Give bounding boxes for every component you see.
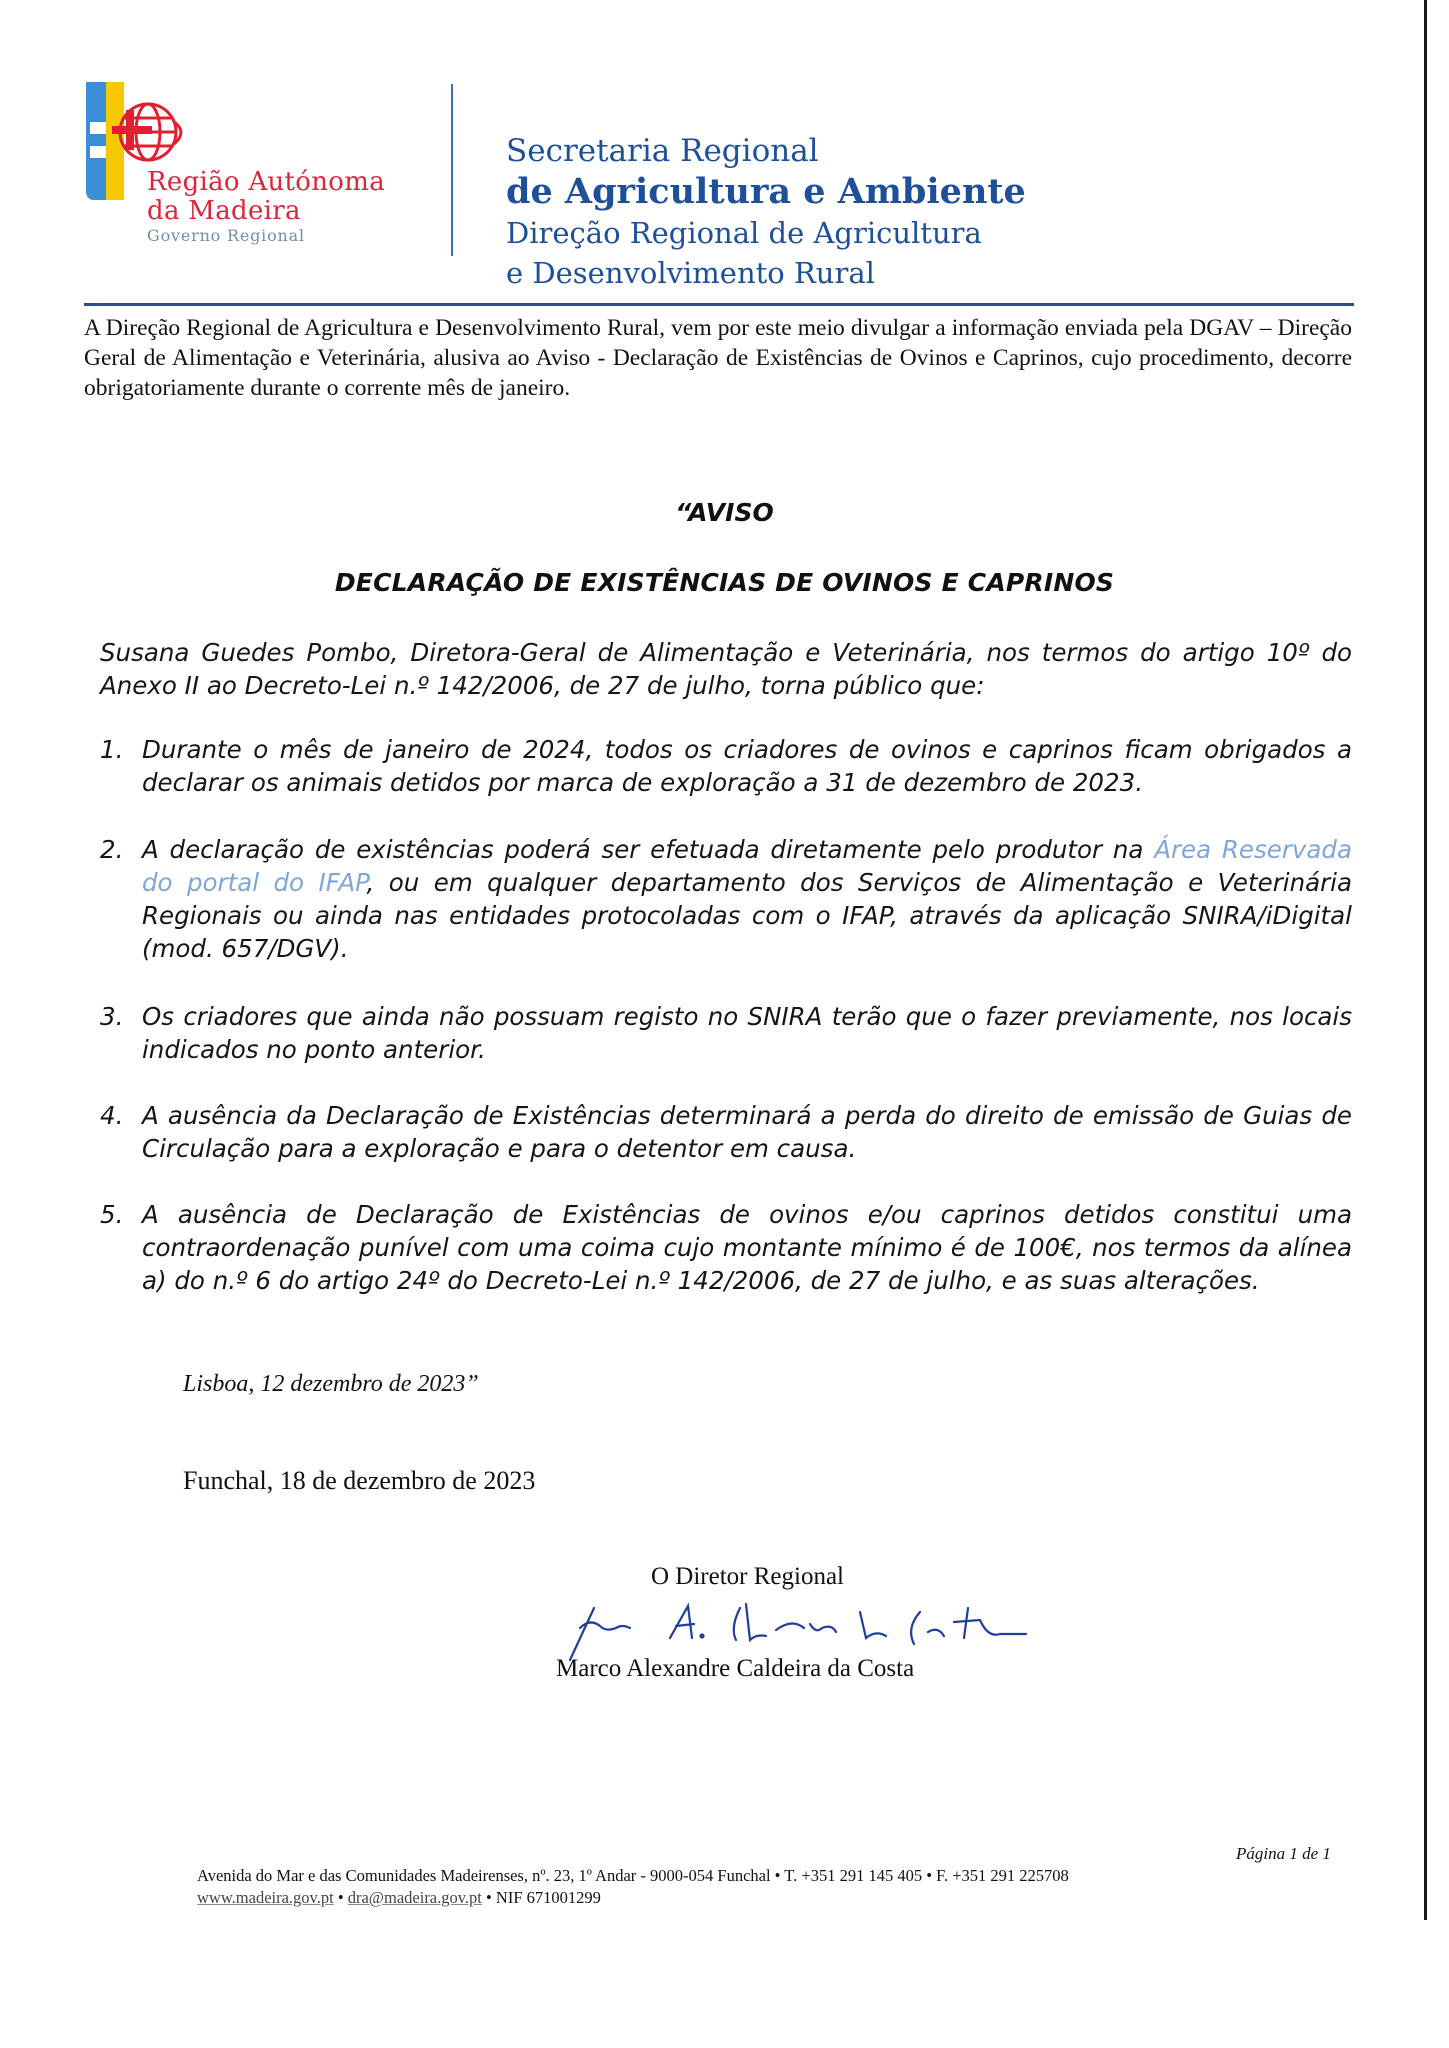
signatory-name: Marco Alexandre Caldeira da Costa — [556, 1655, 915, 1682]
list-number: 2. — [100, 835, 124, 864]
region-line-2: da Madeira — [147, 196, 301, 226]
region-name — [147, 168, 385, 246]
scan-edge-line — [1424, 0, 1427, 1920]
list-text-part: A declaração de existências poderá ser efetuada diretamente pelo produtor na — [142, 835, 1155, 864]
intro-paragraph: A Direção Regional de Agricultura e Desenvolvimento Rural, vem por este meio divulgar a informação enviada pela DGAV – Direção Geral de Alimentação e Veterinária, alusiva ao Aviso - Declaração de Existências de Ovinos e Caprinos, cujo procedimento, decorre obrigatoriamente durante o corrente mês de janeiro. — [84, 315, 1352, 401]
separator: • — [333, 1888, 348, 1907]
page-number: Página 1 de 1 — [1236, 1844, 1331, 1863]
list-text: A ausência da Declaração de Existências determinará a perda do direito de emissão de Guias de Circulação para a exploração e para o detentor em causa. — [142, 1101, 1352, 1163]
government-label: Governo Regional — [147, 226, 305, 245]
header-divider-horizontal — [84, 303, 1354, 306]
notice-title: “AVISO — [675, 498, 774, 527]
list-text-part: , ou em qualquer departamento dos Serviços de Alimentação e Veterinária Regionais ou ainda nas entidades protocoladas com o IFAP, através da aplicação SNIRA/iDigital (mod. 657/DGV). — [142, 868, 1353, 963]
nif-number: • NIF 671001299 — [481, 1888, 601, 1907]
website-link[interactable]: www.madeira.gov.pt — [197, 1888, 334, 1907]
dept-line-2: de Agricultura e Ambiente — [506, 171, 1026, 212]
footer-contacts — [197, 1888, 601, 1908]
notice-subtitle: DECLARAÇÃO DE EXISTÊNCIAS DE OVINOS E CAPRINOS — [334, 568, 1115, 597]
notice-preamble: Susana Guedes Pombo, Diretora-Geral de Alimentação e Veterinária, nos termos do artigo 10º do Anexo II ao Decreto-Lei n.º 142/2006, de 27 de julho, torna público que: — [100, 638, 1352, 700]
region-line-1: Região Autónoma — [147, 167, 386, 197]
list-number: 3. — [100, 1002, 124, 1031]
footer-address: Avenida do Mar e das Comunidades Madeirenses, nº. 23, 1º Andar - 9000-054 Funchal • T. +351 291 145 405 • F. +351 291 225708 — [197, 1866, 1069, 1885]
dept-line-3: Direção Regional de Agricultura — [506, 216, 982, 250]
list-text: Os criadores que ainda não possuam registo no SNIRA terão que o fazer previamente, nos locais indicados no ponto anterior. — [142, 1002, 1352, 1064]
signatory-title: O Diretor Regional — [651, 1563, 845, 1590]
list-number: 1. — [100, 735, 124, 764]
list-text: Durante o mês de janeiro de 2024, todos os criadores de ovinos e caprinos ficam obrigados a declarar os animais detidos por marca de exploração a 31 de dezembro de 2023. — [142, 735, 1352, 797]
letter-place-date: Funchal, 18 de dezembro de 2023 — [183, 1466, 536, 1495]
department-heading — [506, 131, 1026, 293]
email-link[interactable]: dra@madeira.gov.pt — [347, 1888, 482, 1907]
ifap-portal-link[interactable]: Área Reservada do portal do IFAP — [142, 835, 1352, 897]
header-divider-vertical — [451, 84, 453, 256]
dept-line-1: Secretaria Regional — [506, 133, 819, 169]
list-text — [142, 833, 1352, 965]
list-number: 4. — [100, 1101, 124, 1130]
list-number: 5. — [100, 1200, 124, 1229]
list-text: A ausência de Declaração de Existências de ovinos e/ou caprinos detidos constitui uma contraordenação punível com uma coima cujo montante mínimo é de 100€, nos termos da alínea a) do n.º 6 do artigo 24º do Decreto-Lei n.º 142/2006, de 27 de julho, e as suas alterações. — [142, 1200, 1352, 1295]
notice-place-date: Lisboa, 12 dezembro de 2023” — [183, 1371, 479, 1397]
dept-line-4: e Desenvolvimento Rural — [506, 256, 875, 290]
